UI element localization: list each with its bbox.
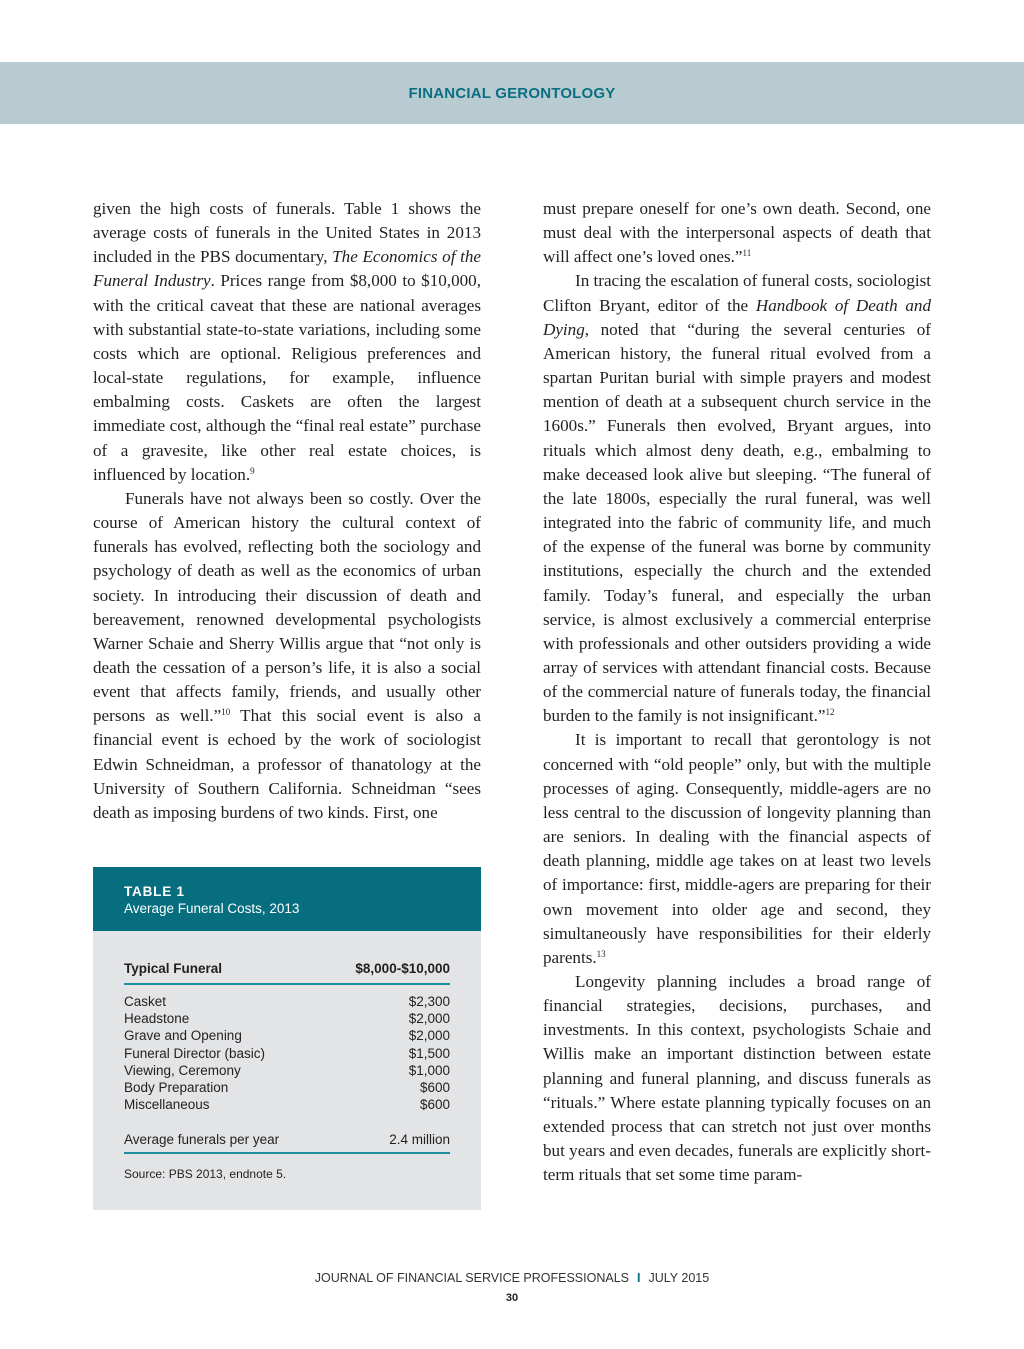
body-paragraph xyxy=(543,197,931,269)
row-label: Viewing, Ceremony xyxy=(124,1062,241,1078)
row-value: $600 xyxy=(419,1097,450,1113)
row-label: Headstone xyxy=(124,1011,190,1027)
cost-items-list xyxy=(124,993,450,1113)
row-value: $600 xyxy=(419,1080,450,1096)
row-value: $1,500 xyxy=(408,1045,450,1061)
body-paragraph xyxy=(93,487,481,825)
documentary-title: The Economics of the Funeral Industry xyxy=(93,247,481,291)
endnote-marker[interactable]: 11 xyxy=(742,248,752,259)
endnote-marker[interactable]: 10 xyxy=(221,707,231,718)
paragraph-text: . Prices range from $8,000 to $10,000, with the critical caveat that these are national averages with substantial state-to-state variations, including some costs which are optional. Religious preferences and local-state regulations, for example, influence embalming costs. Caskets are often the largest immediate cost, although the “final real estate” purchase of a gravesite, like other real estate choices, is influenced by location. xyxy=(93,271,481,484)
row-label: Funeral Director (basic) xyxy=(124,1045,266,1061)
row-value: $1,000 xyxy=(408,1062,450,1078)
average-funerals-row xyxy=(124,1131,450,1148)
paragraph-text: Funerals have not always been so costly. Over the course of American history the cultural context of funerals has evolved, reflecting both the sociology and psychology of death as well as the economics of urban society. In introducing their discussion of death and bereavement, renowned developmental psychologists Warner Schaie and Sherry Willis argue that “not only is death the cessation of a person’s life, it is also a social event that affects family, friends, and usually other persons as well.” xyxy=(93,488,481,726)
table-rule xyxy=(124,983,450,985)
table-row xyxy=(124,1079,450,1096)
table-row xyxy=(124,1010,450,1027)
table-header xyxy=(93,867,481,931)
table-rule xyxy=(124,1152,450,1154)
left-text-column xyxy=(93,197,481,825)
row-label: Body Preparation xyxy=(124,1080,229,1096)
paragraph-text: In tracing the escalation of funeral costs, sociologist Clifton Bryant, editor of the xyxy=(543,271,932,315)
row-value: $2,000 xyxy=(408,1028,450,1044)
section-title: FINANCIAL GERONTOLOGY xyxy=(408,84,616,102)
funeral-costs-table xyxy=(93,867,481,1210)
page-footer xyxy=(0,1271,1024,1285)
row-label: Casket xyxy=(124,994,167,1009)
row-value: 2.4 million xyxy=(389,1132,450,1147)
endnote-marker[interactable]: 9 xyxy=(250,465,255,476)
table-title: Average Funeral Costs, 2013 xyxy=(124,901,300,916)
endnote-marker[interactable]: 12 xyxy=(825,707,835,718)
body-paragraph xyxy=(543,728,931,970)
table-label: TABLE 1 xyxy=(124,884,185,899)
paragraph-text: It is important to recall that gerontology is not concerned with “old people” only, but with the multiple processes of aging. Consequently, middle-agers are no less central to the discussion of longevity planning than are seniors. In dealing with the financial aspects of death planning, middle age takes on at least two levels of importance: first, middle-agers are preparing for their own movement into older age and second, they simultaneously have responsibilities for their elderly parents. xyxy=(543,730,931,967)
table-row xyxy=(124,1062,450,1079)
paragraph-text: Longevity planning includes a broad range of financial strategies, decisions, purchases, and investments. In this context, psychologists Schaie and Willis make an important distinction between estate planning and funeral planning, and discuss funerals as “rituals.” Where estate planning typically focuses on an extended process that can stretch not just over months but years and even decades, funerals are explicitly short-term rituals that set some time param- xyxy=(543,972,931,1185)
paragraph-text: given the high costs of funerals. Table 1 shows the average costs of funerals in the United States in 2013 included in the PBS documentary, xyxy=(93,199,481,267)
row-label: Miscellaneous xyxy=(124,1097,210,1113)
row-label: Average funerals per year xyxy=(124,1132,280,1147)
body-paragraph xyxy=(93,197,481,487)
table-row xyxy=(124,1096,450,1113)
book-title: Handbook of Death and Dying xyxy=(543,295,932,339)
row-value: $2,300 xyxy=(408,994,450,1009)
page-number: 30 xyxy=(505,1292,519,1304)
body-paragraph xyxy=(543,970,931,1187)
paragraph-text: , noted that “during the several centuries of American history, the funeral ritual evolved from a spartan Puritan burial with simple prayers and modest mention of death at a subsequent church service in the 1600s.” Funerals then evolved, Bryant argues, into rituals which almost deny death, e.g., embalming to make deceased look alive but sleeping. “The funeral of the late 1800s, especially the rural funeral, was well integrated into the fabric of community life, and much of the expense of the funeral was borne by community institutions, especially the church and the extended family. Today’s funeral, and especially the urban service, is almost exclusively a commercial enterprise with professionals and other outsiders providing a wide array of services with attendant financial costs. Because of the commercial nature of funerals today, the financial burden to the family is not insignificant.” xyxy=(543,319,931,726)
paragraph-text: must prepare oneself for one’s own death. Second, one must deal with the interpersonal aspects of death that will affect one’s loved ones.” xyxy=(543,199,931,267)
row-value: $2,000 xyxy=(408,1011,450,1027)
row-label: Grave and Opening xyxy=(124,1028,242,1044)
table-row xyxy=(124,1045,450,1062)
table-row xyxy=(124,1027,450,1044)
issue-date: JULY 2015 xyxy=(648,1271,710,1285)
table-source: Source: PBS 2013, endnote 5. xyxy=(124,1167,287,1181)
paragraph-text: That this social event is also a financial event is echoed by the work of sociologist Edwin Schneidman, a professor of thanatology at the University of Southern California. Schneidman “sees death as imposing burdens of two kinds. First, one xyxy=(93,706,481,822)
row-value: $8,000-$10,000 xyxy=(355,961,450,976)
row-label: Typical Funeral xyxy=(124,961,223,976)
right-text-column xyxy=(543,197,931,1187)
endnote-marker[interactable]: 13 xyxy=(596,948,606,959)
body-paragraph xyxy=(543,269,931,728)
table-row xyxy=(124,993,450,1010)
typical-funeral-row xyxy=(124,960,450,977)
journal-name: JOURNAL OF FINANCIAL SERVICE PROFESSIONALS xyxy=(314,1271,629,1285)
section-header-band xyxy=(0,62,1024,124)
footer-separator: I xyxy=(637,1271,641,1285)
